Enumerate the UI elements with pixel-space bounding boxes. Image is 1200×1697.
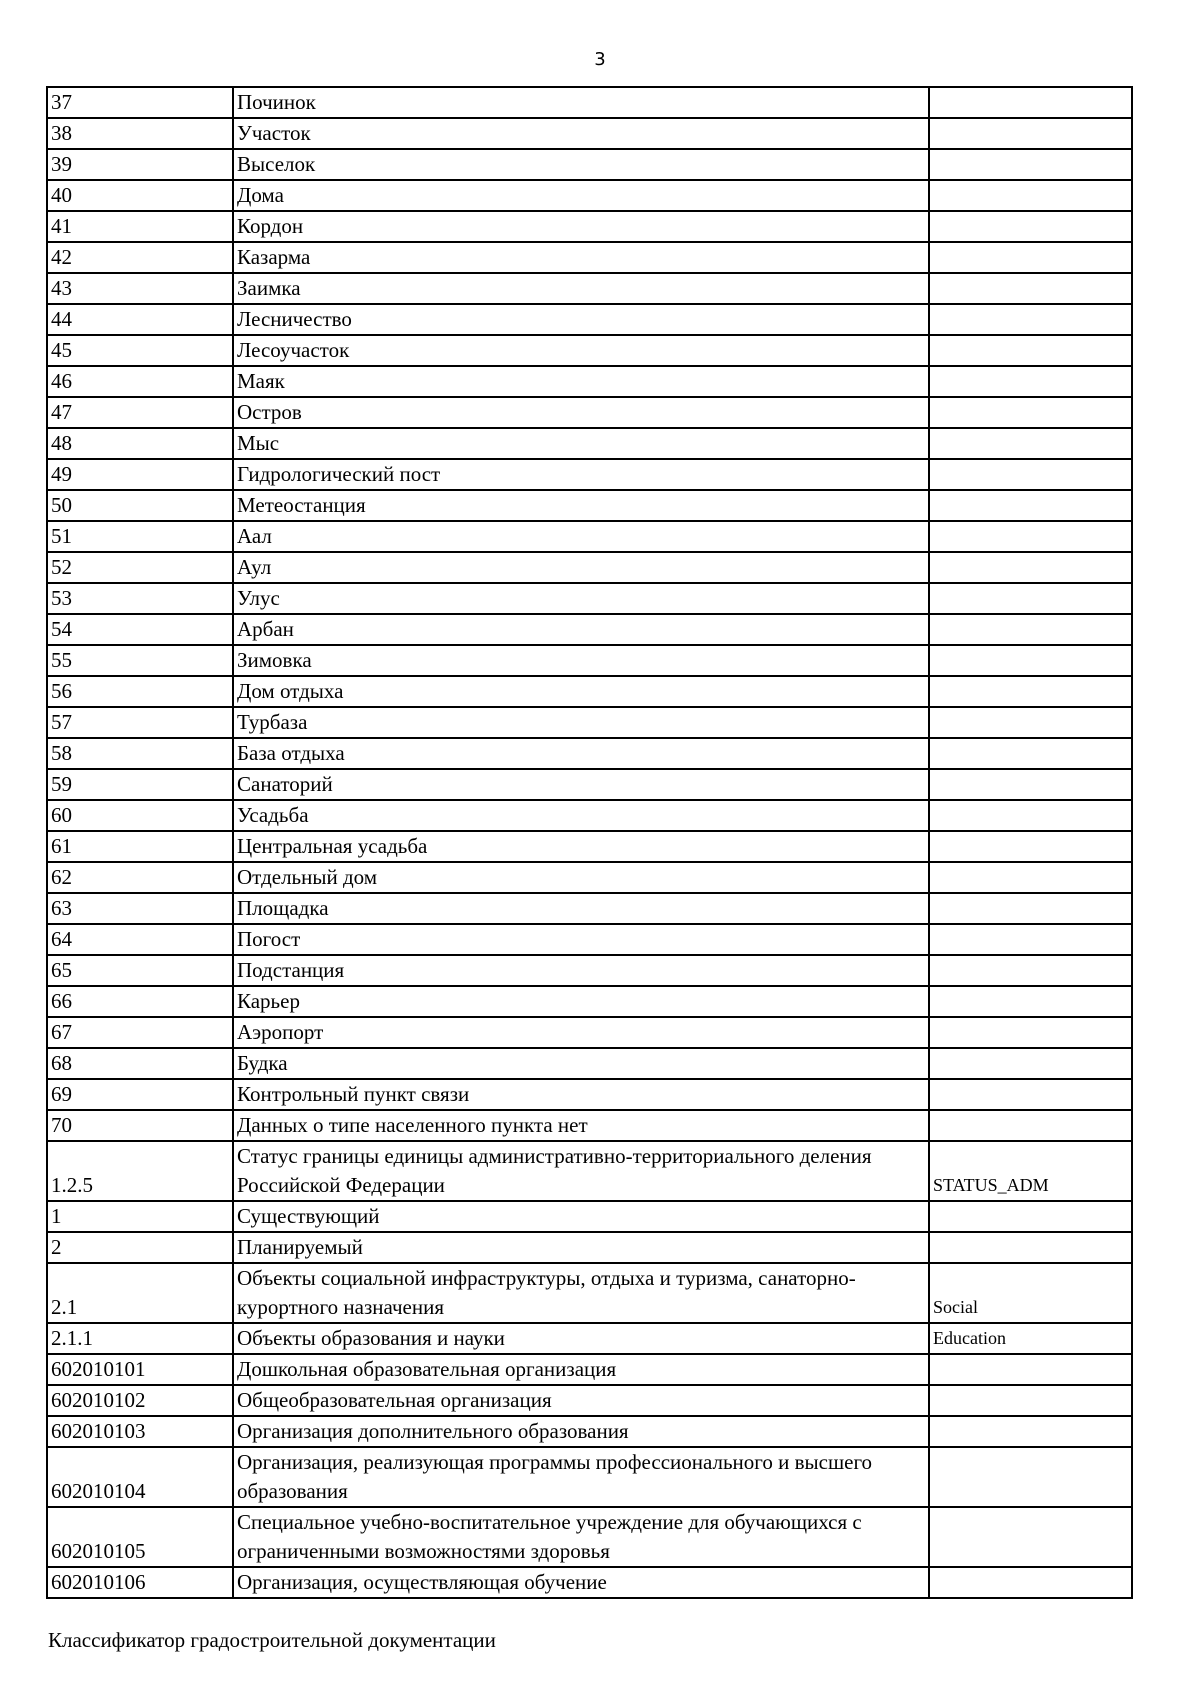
row-code-cell: 50 bbox=[47, 490, 233, 521]
row-name-cell: Контрольный пункт связи bbox=[233, 1079, 929, 1110]
row-name-cell: Лесоучасток bbox=[233, 335, 929, 366]
row-name-cell: Площадка bbox=[233, 893, 929, 924]
table-row bbox=[47, 1567, 1132, 1598]
row-abbreviation-cell bbox=[929, 831, 1132, 862]
row-abbreviation-cell bbox=[929, 738, 1132, 769]
row-name-cell: Турбаза bbox=[233, 707, 929, 738]
row-code-cell: 2.1 bbox=[47, 1263, 233, 1323]
table-row bbox=[47, 986, 1132, 1017]
row-code-cell: 40 bbox=[47, 180, 233, 211]
table-row bbox=[47, 304, 1132, 335]
classifier-table-body bbox=[47, 87, 1132, 1598]
table-row bbox=[47, 862, 1132, 893]
table-row bbox=[47, 614, 1132, 645]
row-abbreviation-cell bbox=[929, 1079, 1132, 1110]
row-name-cell: Улус bbox=[233, 583, 929, 614]
table-row bbox=[47, 428, 1132, 459]
row-code-cell: 41 bbox=[47, 211, 233, 242]
row-name-cell: Организация дополнительного образования bbox=[233, 1416, 929, 1447]
row-code-cell: 69 bbox=[47, 1079, 233, 1110]
row-abbreviation-cell bbox=[929, 676, 1132, 707]
row-abbreviation-cell bbox=[929, 366, 1132, 397]
row-code-cell: 1.2.5 bbox=[47, 1141, 233, 1201]
table-row bbox=[47, 1323, 1132, 1354]
table-row bbox=[47, 1385, 1132, 1416]
table-row bbox=[47, 1416, 1132, 1447]
row-code-cell: 46 bbox=[47, 366, 233, 397]
row-abbreviation-cell bbox=[929, 1017, 1132, 1048]
row-code-cell: 63 bbox=[47, 893, 233, 924]
row-abbreviation-cell bbox=[929, 1567, 1132, 1598]
row-name-cell: Заимка bbox=[233, 273, 929, 304]
row-name-cell: Данных о типе населенного пункта нет bbox=[233, 1110, 929, 1141]
row-abbreviation-cell bbox=[929, 335, 1132, 366]
row-name-cell: Зимовка bbox=[233, 645, 929, 676]
row-name-cell: База отдыха bbox=[233, 738, 929, 769]
row-name-cell: Выселок bbox=[233, 149, 929, 180]
row-code-cell: 47 bbox=[47, 397, 233, 428]
row-name-cell: Организация, реализующая программы профессионального и высшего образования bbox=[233, 1447, 929, 1507]
row-abbreviation-cell bbox=[929, 149, 1132, 180]
table-row bbox=[47, 1263, 1132, 1323]
row-name-cell: Метеостанция bbox=[233, 490, 929, 521]
table-row bbox=[47, 955, 1132, 986]
row-code-cell: 602010106 bbox=[47, 1567, 233, 1598]
table-row bbox=[47, 800, 1132, 831]
row-code-cell: 68 bbox=[47, 1048, 233, 1079]
row-abbreviation-cell bbox=[929, 521, 1132, 552]
row-name-cell: Будка bbox=[233, 1048, 929, 1079]
row-code-cell: 65 bbox=[47, 955, 233, 986]
row-abbreviation-cell bbox=[929, 428, 1132, 459]
row-name-cell: Аал bbox=[233, 521, 929, 552]
row-name-cell: Участок bbox=[233, 118, 929, 149]
table-row bbox=[47, 242, 1132, 273]
table-row bbox=[47, 273, 1132, 304]
row-code-cell: 52 bbox=[47, 552, 233, 583]
row-code-cell: 53 bbox=[47, 583, 233, 614]
row-name-cell: Арбан bbox=[233, 614, 929, 645]
row-code-cell: 64 bbox=[47, 924, 233, 955]
row-code-cell: 1 bbox=[47, 1201, 233, 1232]
row-abbreviation-cell bbox=[929, 924, 1132, 955]
row-abbreviation-cell bbox=[929, 1232, 1132, 1263]
row-code-cell: 56 bbox=[47, 676, 233, 707]
row-name-cell: Дошкольная образовательная организация bbox=[233, 1354, 929, 1385]
table-row bbox=[47, 1110, 1132, 1141]
row-code-cell: 57 bbox=[47, 707, 233, 738]
row-code-cell: 39 bbox=[47, 149, 233, 180]
row-name-cell: Планируемый bbox=[233, 1232, 929, 1263]
table-row bbox=[47, 397, 1132, 428]
row-code-cell: 45 bbox=[47, 335, 233, 366]
row-abbreviation-cell bbox=[929, 614, 1132, 645]
row-code-cell: 61 bbox=[47, 831, 233, 862]
row-abbreviation-cell: Social bbox=[929, 1263, 1132, 1323]
row-abbreviation-cell bbox=[929, 1416, 1132, 1447]
row-abbreviation-cell bbox=[929, 1447, 1132, 1507]
table-row bbox=[47, 87, 1132, 118]
row-name-cell: Центральная усадьба bbox=[233, 831, 929, 862]
row-code-cell: 49 bbox=[47, 459, 233, 490]
row-abbreviation-cell bbox=[929, 1048, 1132, 1079]
row-name-cell: Отдельный дом bbox=[233, 862, 929, 893]
row-code-cell: 54 bbox=[47, 614, 233, 645]
page-number: 3 bbox=[594, 49, 606, 70]
row-code-cell: 67 bbox=[47, 1017, 233, 1048]
row-abbreviation-cell bbox=[929, 707, 1132, 738]
classifier-table bbox=[46, 86, 1133, 1599]
row-abbreviation-cell bbox=[929, 552, 1132, 583]
table-row bbox=[47, 1048, 1132, 1079]
table-row bbox=[47, 490, 1132, 521]
row-abbreviation-cell bbox=[929, 304, 1132, 335]
row-name-cell: Усадьба bbox=[233, 800, 929, 831]
row-abbreviation-cell bbox=[929, 800, 1132, 831]
table-row bbox=[47, 1447, 1132, 1507]
row-name-cell: Объекты социальной инфраструктуры, отдыха и туризма, санаторно-курортного назначения bbox=[233, 1263, 929, 1323]
table-row bbox=[47, 1141, 1132, 1201]
table-row bbox=[47, 645, 1132, 676]
table-row bbox=[47, 1507, 1132, 1567]
row-code-cell: 48 bbox=[47, 428, 233, 459]
table-row bbox=[47, 707, 1132, 738]
document-footer: Классификатор градостроительной документации bbox=[48, 1628, 496, 1652]
row-name-cell: Лесничество bbox=[233, 304, 929, 335]
row-name-cell: Кордон bbox=[233, 211, 929, 242]
row-abbreviation-cell bbox=[929, 180, 1132, 211]
row-name-cell: Остров bbox=[233, 397, 929, 428]
row-code-cell: 602010105 bbox=[47, 1507, 233, 1567]
table-row bbox=[47, 1079, 1132, 1110]
table-row bbox=[47, 149, 1132, 180]
row-code-cell: 602010103 bbox=[47, 1416, 233, 1447]
table-row bbox=[47, 676, 1132, 707]
row-code-cell: 602010102 bbox=[47, 1385, 233, 1416]
row-name-cell: Общеобразовательная организация bbox=[233, 1385, 929, 1416]
row-name-cell: Починок bbox=[233, 87, 929, 118]
row-name-cell: Карьер bbox=[233, 986, 929, 1017]
table-row bbox=[47, 1354, 1132, 1385]
row-name-cell: Казарма bbox=[233, 242, 929, 273]
row-code-cell: 2.1.1 bbox=[47, 1323, 233, 1354]
row-abbreviation-cell: Education bbox=[929, 1323, 1132, 1354]
row-code-cell: 38 bbox=[47, 118, 233, 149]
table-row bbox=[47, 831, 1132, 862]
row-abbreviation-cell bbox=[929, 118, 1132, 149]
table-row bbox=[47, 1017, 1132, 1048]
table-row bbox=[47, 583, 1132, 614]
table-row bbox=[47, 924, 1132, 955]
row-code-cell: 42 bbox=[47, 242, 233, 273]
table-row bbox=[47, 769, 1132, 800]
table-row bbox=[47, 552, 1132, 583]
row-code-cell: 44 bbox=[47, 304, 233, 335]
row-name-cell: Маяк bbox=[233, 366, 929, 397]
row-abbreviation-cell bbox=[929, 769, 1132, 800]
row-name-cell: Гидрологический пост bbox=[233, 459, 929, 490]
row-name-cell: Специальное учебно-воспитательное учреждение для обучающихся с ограниченными возможностями здоровья bbox=[233, 1507, 929, 1567]
row-abbreviation-cell bbox=[929, 1110, 1132, 1141]
row-name-cell: Погост bbox=[233, 924, 929, 955]
row-abbreviation-cell bbox=[929, 1507, 1132, 1567]
row-code-cell: 60 bbox=[47, 800, 233, 831]
row-name-cell: Санаторий bbox=[233, 769, 929, 800]
table-row bbox=[47, 1232, 1132, 1263]
row-code-cell: 55 bbox=[47, 645, 233, 676]
row-name-cell: Дома bbox=[233, 180, 929, 211]
table-row bbox=[47, 738, 1132, 769]
table-row bbox=[47, 1201, 1132, 1232]
row-code-cell: 70 bbox=[47, 1110, 233, 1141]
table-row bbox=[47, 335, 1132, 366]
table-row bbox=[47, 180, 1132, 211]
row-name-cell: Аул bbox=[233, 552, 929, 583]
row-abbreviation-cell bbox=[929, 1201, 1132, 1232]
table-row bbox=[47, 211, 1132, 242]
row-code-cell: 59 bbox=[47, 769, 233, 800]
table-row bbox=[47, 893, 1132, 924]
row-abbreviation-cell bbox=[929, 955, 1132, 986]
row-abbreviation-cell bbox=[929, 1354, 1132, 1385]
table-row bbox=[47, 459, 1132, 490]
row-abbreviation-cell bbox=[929, 459, 1132, 490]
table-row bbox=[47, 118, 1132, 149]
row-abbreviation-cell bbox=[929, 583, 1132, 614]
row-name-cell: Мыс bbox=[233, 428, 929, 459]
row-code-cell: 37 bbox=[47, 87, 233, 118]
row-code-cell: 43 bbox=[47, 273, 233, 304]
row-code-cell: 58 bbox=[47, 738, 233, 769]
row-abbreviation-cell bbox=[929, 242, 1132, 273]
row-abbreviation-cell bbox=[929, 211, 1132, 242]
row-abbreviation-cell bbox=[929, 1385, 1132, 1416]
row-abbreviation-cell bbox=[929, 893, 1132, 924]
row-name-cell: Дом отдыха bbox=[233, 676, 929, 707]
row-abbreviation-cell bbox=[929, 397, 1132, 428]
row-abbreviation-cell bbox=[929, 862, 1132, 893]
row-abbreviation-cell bbox=[929, 645, 1132, 676]
row-code-cell: 2 bbox=[47, 1232, 233, 1263]
row-abbreviation-cell bbox=[929, 87, 1132, 118]
row-abbreviation-cell bbox=[929, 490, 1132, 521]
row-code-cell: 66 bbox=[47, 986, 233, 1017]
row-abbreviation-cell: STATUS_ADM bbox=[929, 1141, 1132, 1201]
row-name-cell: Аэропорт bbox=[233, 1017, 929, 1048]
row-abbreviation-cell bbox=[929, 986, 1132, 1017]
row-name-cell: Подстанция bbox=[233, 955, 929, 986]
row-name-cell: Объекты образования и науки bbox=[233, 1323, 929, 1354]
row-code-cell: 602010104 bbox=[47, 1447, 233, 1507]
table-row bbox=[47, 366, 1132, 397]
table-row bbox=[47, 521, 1132, 552]
row-abbreviation-cell bbox=[929, 273, 1132, 304]
row-name-cell: Организация, осуществляющая обучение bbox=[233, 1567, 929, 1598]
row-code-cell: 51 bbox=[47, 521, 233, 552]
row-code-cell: 602010101 bbox=[47, 1354, 233, 1385]
row-name-cell: Существующий bbox=[233, 1201, 929, 1232]
row-code-cell: 62 bbox=[47, 862, 233, 893]
row-name-cell: Статус границы единицы административно-территориального деления Российской Федерации bbox=[233, 1141, 929, 1201]
